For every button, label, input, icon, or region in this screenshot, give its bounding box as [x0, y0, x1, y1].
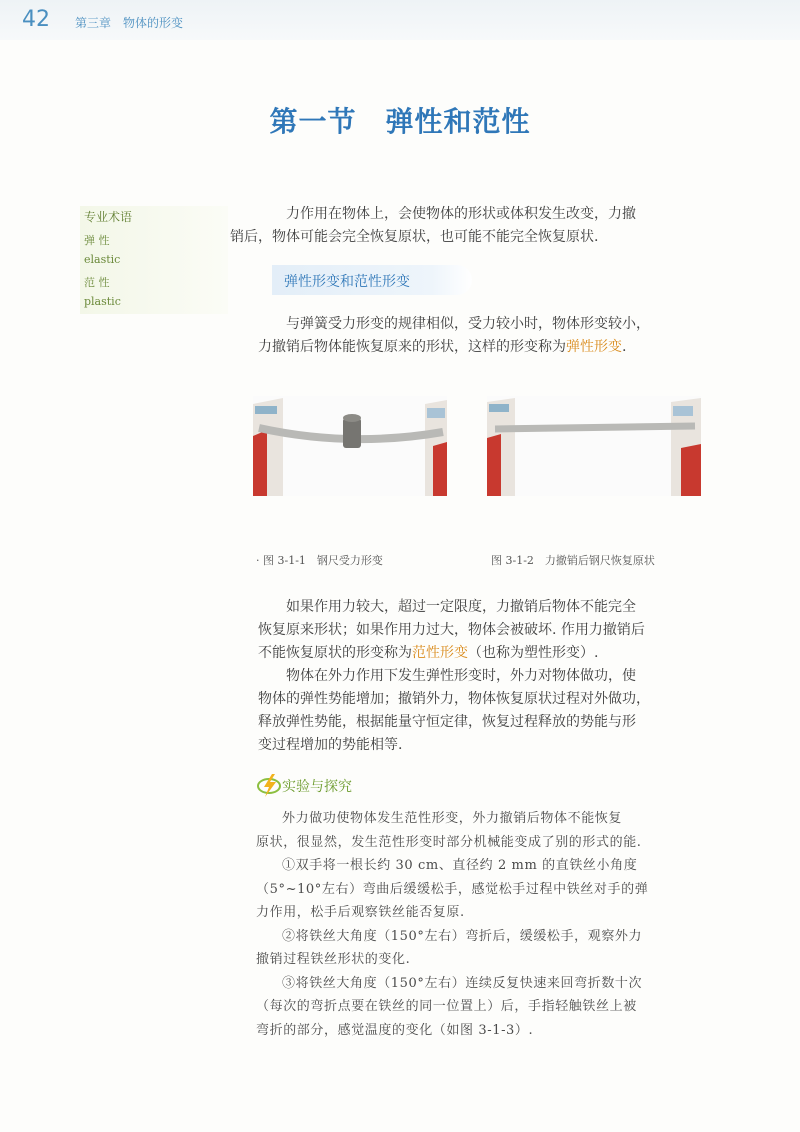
text-line: 撤销过程铁丝形状的变化. [256, 952, 411, 967]
text-line [258, 336, 702, 359]
figure-caption-2: 图 3-1-2 力撤销后钢尺恢复原状 [491, 554, 655, 567]
experiment-heading [256, 772, 396, 798]
text-span: 力撤销后物体能恢复原来的形状，这样的形变称为 [258, 339, 566, 355]
text-line: 原状，很显然，发生范性形变时部分机械能变成了别的形式的能. [256, 834, 642, 850]
subheading-banner [272, 265, 472, 295]
bent-ruler-illustration [253, 396, 447, 496]
text-span: （也称为塑性形变）. [468, 645, 599, 661]
text-line: 物体的弹性势能增加；撤销外力，物体恢复原状过程对外做功， [258, 691, 650, 707]
text-line: 恢复原来形状；如果作用力过大，物体会被破坏. 作用力撤销后 [258, 622, 645, 638]
paragraph-elastic [258, 313, 702, 359]
terms-sidebar [80, 206, 228, 314]
term-highlight: 弹性形变 [566, 339, 622, 355]
text-line: （每次的弯折点要在铁丝的同一位置上）后，手指轻触铁丝上被 [256, 999, 637, 1014]
text-line: ①双手将一根长约 30 cm、直径约 2 mm 的直铁丝小角度 [282, 858, 638, 873]
paragraph-plastic [258, 596, 702, 665]
text-line: 力作用，松手后观察铁丝能否复原. [256, 905, 465, 920]
experiment-body [256, 807, 702, 1042]
text-span: 不能恢复原状的形变称为 [258, 645, 412, 661]
figure-caption-1: · 图 3-1-1 钢尺受力形变 [256, 554, 383, 567]
text-line: ②将铁丝大角度（150°左右）弯折后，缓缓松手，观察外力 [282, 928, 643, 944]
text-line: 变过程增加的势能相等. [258, 737, 403, 753]
text-line: 如果作用力较大，超过一定限度，力撤销后物体不能完全 [286, 599, 636, 615]
intro-paragraph [230, 203, 702, 249]
figure-bent-ruler [253, 396, 447, 496]
text-line: ③将铁丝大角度（150°左右）连续反复快速来回弯折数十次 [282, 975, 643, 991]
figure-straight-ruler [487, 396, 681, 496]
text-line: 物体在外力作用下发生弹性形变时，外力对物体做功，使 [286, 668, 636, 684]
term-item: plastic [84, 295, 121, 308]
paragraph-energy [258, 665, 702, 757]
terms-title: 专业术语 [84, 210, 133, 224]
text-line: 弯折的部分，感觉温度的变化（如图 3-1-3）. [256, 1022, 534, 1038]
text-line: 与弹簧受力形变的规律相似，受力较小时，物体形变较小， [286, 316, 650, 332]
chapter-title: 第三章 物体的形变 [75, 16, 184, 30]
intro-line: 力作用在物体上，会使物体的形状或体积发生改变，力撤 [286, 206, 636, 222]
intro-line: 销后，物体可能会完全恢复原状，也可能不能完全恢复原状. [230, 229, 599, 245]
text-line [258, 642, 702, 665]
text-line: （5°~10°左右）弯曲后缓缓松手，感觉松手过程中铁丝对手的弹 [256, 881, 649, 897]
text-line: 外力做功使物体发生范性形变，外力撤销后物体不能恢复 [282, 811, 623, 826]
subheading-text: 弹性形变和范性形变 [284, 274, 410, 290]
page-number: 42 [22, 7, 50, 32]
term-item: 范 性 [84, 276, 110, 289]
term-highlight: 范性形变 [412, 645, 468, 661]
term-item: elastic [84, 253, 121, 266]
text-span: . [622, 339, 627, 355]
term-item: 弹 性 [84, 234, 110, 247]
section-title: 第一节 弹性和范性 [269, 105, 531, 138]
straight-ruler-illustration [487, 396, 701, 496]
text-line: 释放弹性势能，根据能量守恒定律，恢复过程释放的势能与形 [258, 714, 636, 730]
experiment-heading-text: 实验与探究 [282, 779, 352, 795]
